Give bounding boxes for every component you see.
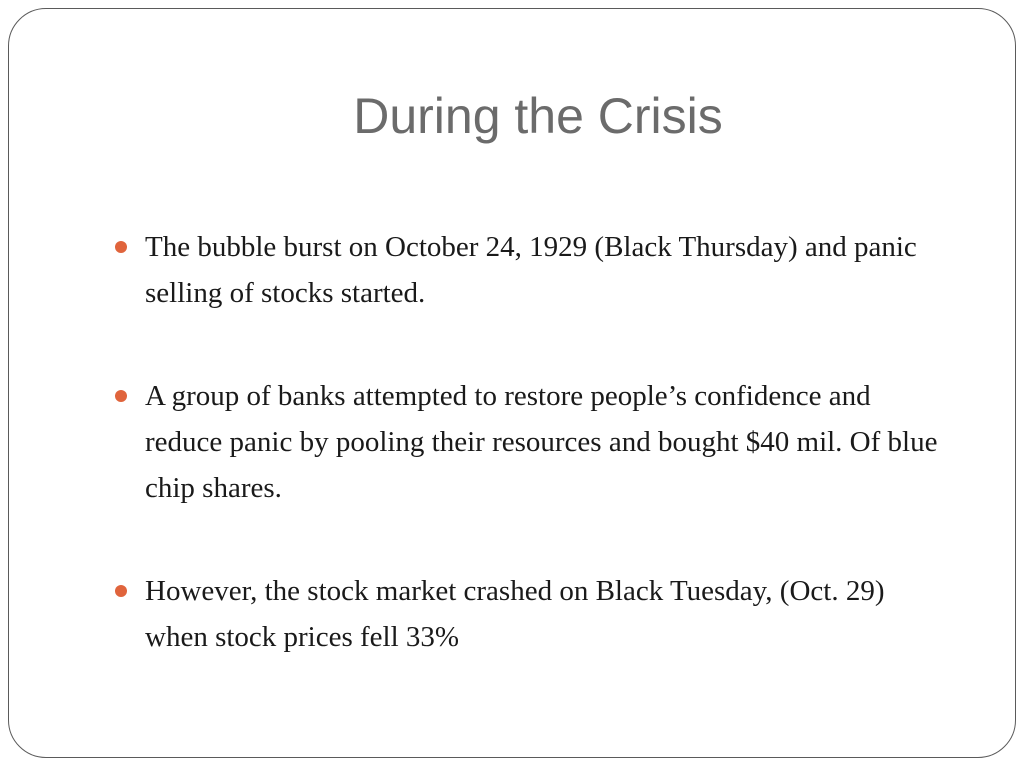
bullet-item	[114, 373, 944, 511]
slide-title: During the Crisis	[353, 88, 723, 144]
bullet-dot-icon	[115, 585, 127, 597]
bullet-text: A group of banks attempted to restore people’s confidence and reduce panic by pooling their resources and bought $40 mil. Of blue chip shares.	[145, 380, 938, 504]
bullet-text: However, the stock market crashed on Black Tuesday, (Oct. 29) when stock prices fell 33%	[145, 575, 885, 653]
bullet-dot-icon	[115, 241, 127, 253]
bullet-text: The bubble burst on October 24, 1929 (Black Thursday) and panic selling of stocks started.	[145, 231, 917, 309]
bullet-item	[114, 224, 944, 316]
bullet-item	[114, 568, 944, 660]
bullet-list	[114, 224, 944, 717]
bullet-dot-icon	[115, 390, 127, 402]
